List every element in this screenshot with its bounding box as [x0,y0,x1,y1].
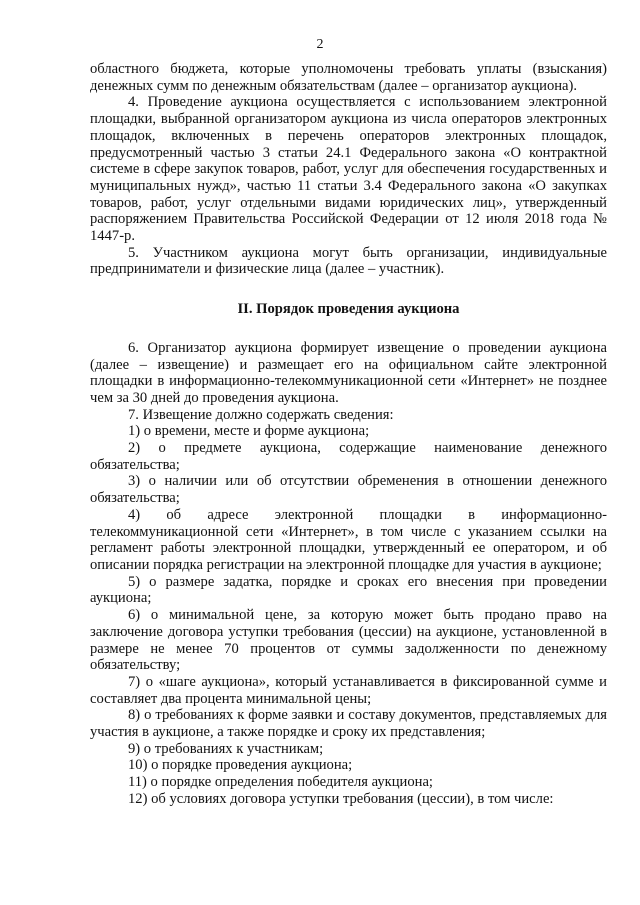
list-item: 6) о минимальной цене, за которую может быть продано право на заключение договора уступки требования (цессии) на аукционе, установленной в размере не менее 70 процентов от суммы задолженности по денежному обязательству; [90,607,607,674]
list-item: 10) о порядке проведения аукциона; [128,757,353,774]
list-item: 11) о порядке определения победителя аукциона; [128,774,433,791]
paragraph: 5. Участником аукциона могут быть организации, индивидуальные предприниматели и физические лица (далее – участник). [90,244,607,278]
list-item: 1) о времени, месте и форме аукциона; [128,423,370,440]
list-item: 5) о размере задатка, порядке и сроках его внесения при проведении аукциона; [90,573,607,607]
paragraph: областного бюджета, которые уполномочены требовать уплаты (взыскания) денежных сумм по денежным обязательствам (далее – организатор аукциона). [90,61,607,94]
list-item: 7) о «шаге аукциона», который устанавливается в фиксированной сумме и составляет два процента минимальной цены; [90,673,607,707]
paragraph: 6. Организатор аукциона формирует извещение о проведении аукциона (далее – извещение) и размещает его на официальном сайте электронной площадки в информационно-телекоммуникационной сети «Интернет» не позднее чем за 30 дней до проведения аукциона. [90,339,607,406]
list-item: 8) о требованиях к форме заявки и составу документов, представляемых для участия в аукционе, а также порядке и сроку их представления; [90,707,607,741]
page-number: 2 [316,37,324,52]
list-item: 9) о требованиях к участникам; [128,740,324,757]
list-item: 12) об условиях договора уступки требования (цессии), в том числе: [128,790,554,807]
paragraph: 4. Проведение аукциона осуществляется с использованием электронной площадки, выбранной организатором аукциона из числа операторов электронных площадок, включенных в перечень операторов электронных площадок, предусмотренный частью 3 статьи 24.1 Федерального закона «О контрактной системе в сфере закупок товаров, работ, услуг для обеспечения государственных и муниципальных нужд», частью 11 статьи 3.4 Федерального закона «О закупках товаров, работ, услуг отдельными видами юридических лиц», утвержденный распоряжением Правительства Российской Федерации от 12 июля 2018 года № 1447-р. [90,94,607,245]
paragraph: 7. Извещение должно содержать сведения: [128,406,394,423]
list-item: 4) об адресе электронной площадки в информационно-телекоммуникационной сети «Интернет», в том числе с указанием ссылки на регламент работы электронной площадки, утвержденный ее оператором, и об описании порядка регистрации на электронной площадке для участия в аукционе; [90,506,607,573]
list-item: 3) о наличии или об отсутствии обременения в отношении денежного обязательства; [90,473,607,507]
section-heading: II. Порядок проведения аукциона [237,301,460,318]
document-body [90,61,607,808]
list-item: 2) о предмете аукциона, содержащие наименование денежного обязательства; [90,440,607,473]
